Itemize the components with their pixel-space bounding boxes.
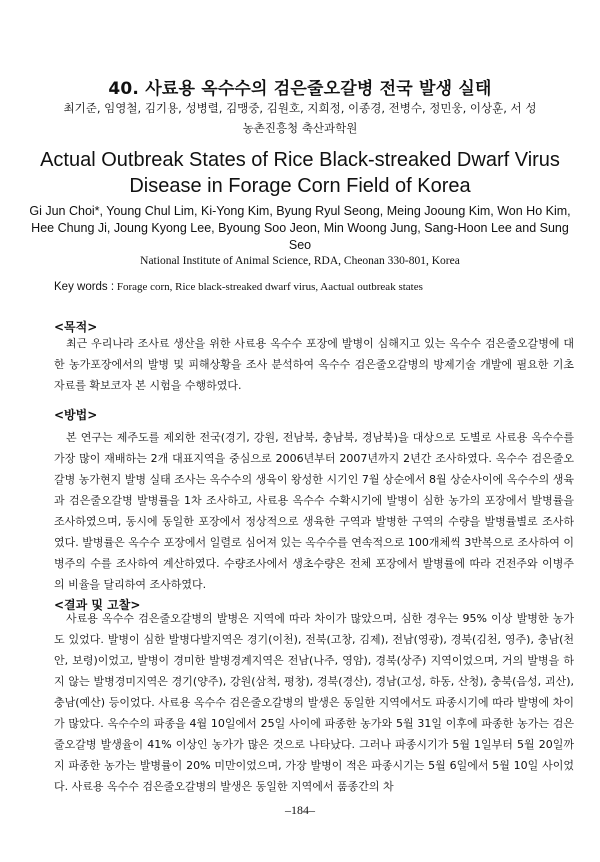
keywords-line <box>54 281 574 293</box>
results-paragraph <box>54 608 574 797</box>
english-title: Actual Outbreak States of Rice Black-streaked Dwarf Virus Disease in Forage Corn Field of Korea <box>40 149 560 197</box>
method-text: 본 연구는 제주도를 제외한 전국(경기, 강원, 전남북, 충남북, 경남북)을 대상으로 도별로 사료용 옥수수를 가장 많이 재배하는 2개 대표지역을 중심으로 2006년부터 2007년까지 2년간 조사하였다. 옥수수 검은줄오갈병 농가현지 발병 실태 조사는 옥수수의 생육이 왕성한 시기인 7월 상순에서 8월 상순사이에 옥수수의 생육과 검은줄오갈병 발병률을 1차 조사하고, 사료용 옥수수 수확시기에 발병이 심한 농가의 포장에서 발병률을 조사하였으며, 동시에 동일한 포장에서 정상적으로 생육한 구역과 발병한 구역의 수량을 발병률별로 조사하였다. 발병률은 옥수수 포장에서 일렬로 심어져 있는 옥수수를 연속적으로 100개체씩 3반복으로 조사하여 이병주의 수를 조사하여 계산하였다. 수량조사에서 생초수량은 전체 포장에서 발병률에 따라 건전주와 이병주의 비율을 달리하여 조사하였다. <box>54 431 574 591</box>
keywords-label: Key words : <box>54 281 115 293</box>
english-authors: Gi Jun Choi*, Young Chul Lim, Ki-Yong Kim, Byung Ryul Seong, Meing Jooung Kim, Won Ho Kim, Hee Chung Ji, Joung Kyong Lee, Byoung Soo Jeon, Min Woong Jung, Sang-Hoon Lee and Sung Seo <box>29 204 571 252</box>
korean-authors: 최기준, 임영철, 김기용, 성병렬, 김맹중, 김원호, 지희정, 이종경, 전병수, 정민웅, 이상훈, 서 성 <box>63 101 537 115</box>
korean-title: 40. 사료용 옥수수의 검은줄오갈병 전국 발생 실태 <box>108 79 492 99</box>
results-text: 사료용 옥수수 검은줄오갈병의 발병은 지역에 따라 차이가 많았으며, 심한 경우는 95% 이상 발병한 농가도 있었다. 발병이 심한 발병다발지역은 경기(이천), 전북(고창, 김제), 전남(영광), 경북(김천, 영주), 충남(천안, 보령)이었고, 발병이 경미한 발병경계지역은 전남(나주, 영암), 경북(상주) 지역이었으며, 거의 발병을 하지 않는 발병경미지역은 경기(양주), 강원(삼척, 평창), 경북(경산), 경남(고성, 하동, 산청), 충북(음성, 괴산), 충남(예산) 등이었다. 사료용 옥수수 검은줄오갈병의 발생은 동일한 지역에서도 파종시기에 따라 발병에 차이가 많았다. 옥수수의 파종을 4월 10일에서 25일 사이에 파종한 농가와 5월 31일 이후에 파종한 농가는 검은줄오갈병 발생율이 41% 이상인 농가가 많은 것으로 나타났다. 그러나 파종시기가 5월 1일부터 5월 20일까지 파종한 농가는 발병률이 20% 미만이었으며, 가장 발병이 적은 파종시기는 5월 6일에서 5월 10일 사이었다. 사료용 옥수수 검은줄오갈병의 발생은 동일한 지역에서 품종간의 차 <box>54 612 574 793</box>
results-heading: <결과 및 고찰> <box>54 598 141 612</box>
korean-affiliation: 농촌진흥청 축산과학원 <box>242 121 358 135</box>
english-affiliation: National Institute of Animal Science, RDA, Cheonan 330-801, Korea <box>140 255 460 267</box>
method-heading: <방법> <box>54 408 98 422</box>
purpose-text: 최근 우리나라 조사료 생산을 위한 사료용 옥수수 포장에 발병이 심해지고 있는 옥수수 검은줄오갈병에 대한 농가포장에서의 발병 및 피해상황을 조사 분석하여 옥수수 검은줄오갈병의 방제기술 개발에 필요한 기초 자료를 확보코자 본 시험을 수행하였다. <box>54 337 574 392</box>
page-number: –184– <box>285 803 315 817</box>
purpose-paragraph <box>54 333 574 396</box>
purpose-heading: <목적> <box>54 320 98 334</box>
method-paragraph <box>54 427 574 595</box>
keywords-text: Forage corn, Rice black-streaked dwarf virus, Aactual outbreak states <box>114 281 423 293</box>
